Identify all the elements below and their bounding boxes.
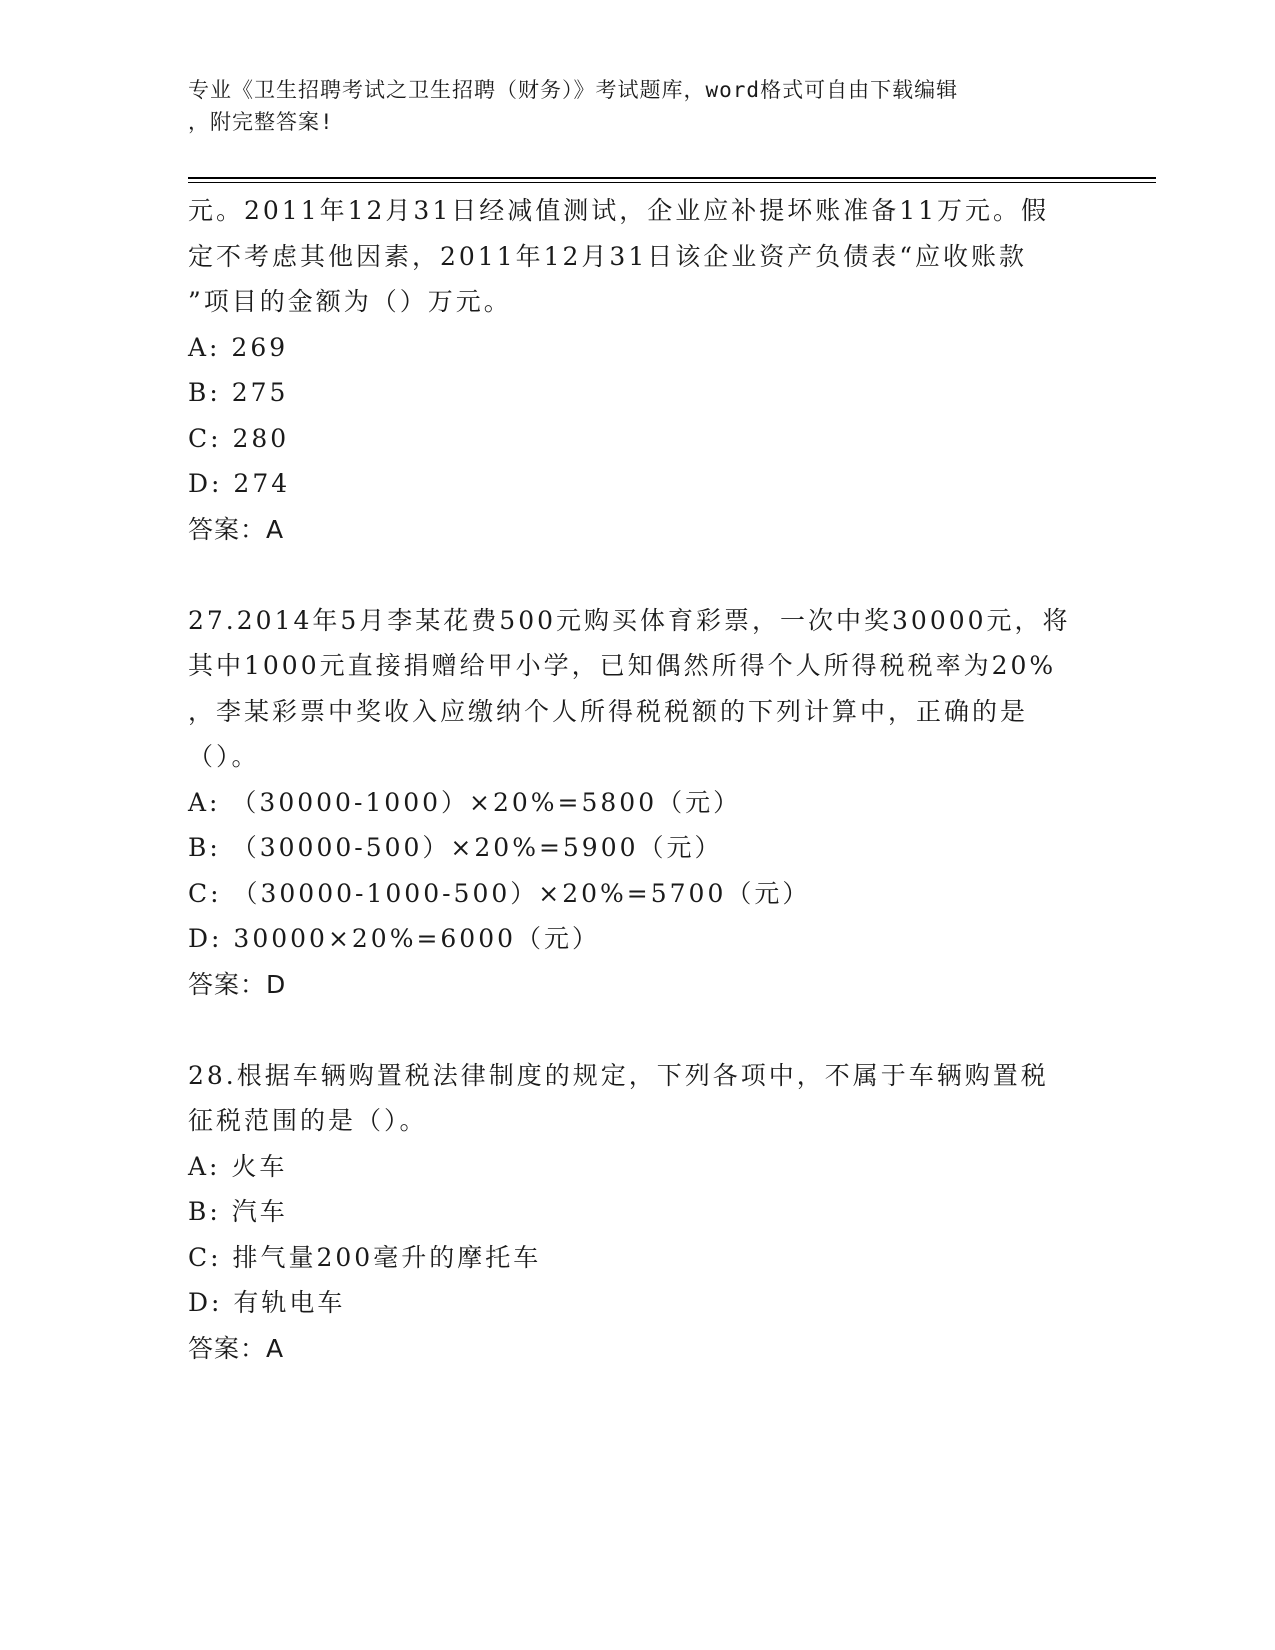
question-stem-line: 28.根据车辆购置税法律制度的规定，下列各项中，不属于车辆购置税 (188, 1060, 1049, 1090)
spacer (188, 1007, 1088, 1053)
page-header (188, 74, 1078, 138)
header-line-2: ，附完整答案! (188, 110, 334, 134)
option-c: C: （30000-1000-500）×20%=5700（元） (188, 878, 811, 908)
question-28 (188, 1053, 1088, 1372)
question-content (188, 188, 1088, 1371)
header-line-1: 专业《卫生招聘考试之卫生招聘（财务）》考试题库，word格式可自由下载编辑 (188, 78, 959, 102)
question-27 (188, 598, 1088, 1008)
answer-line: 答案：D (188, 969, 287, 999)
answer-line: 答案：A (188, 1333, 285, 1363)
option-d: D: 274 (188, 469, 291, 498)
option-b: B: 汽车 (188, 1197, 288, 1226)
header-rule-thin (188, 182, 1156, 183)
question-stem-line: 元。2011年12月31日经减值测试，企业应补提坏账准备11万元。假 (188, 196, 1050, 225)
option-a: A: 269 (188, 332, 289, 362)
option-a: A: 火车 (188, 1151, 288, 1181)
option-c: C: 排气量200毫升的摩托车 (188, 1242, 542, 1272)
option-d: D: 30000×20%=6000（元） (188, 924, 601, 953)
option-b: B: （30000-500）×20%=5900（元） (188, 833, 723, 862)
option-b: B: 275 (188, 378, 289, 407)
question-stem-line: （）。 (188, 742, 260, 771)
question-stem-line: 27.2014年5月李某花费500元购买体育彩票，一次中奖30000元，将 (188, 605, 1071, 635)
option-c: C: 280 (188, 423, 290, 453)
question-stem-line: 征税范围的是（）。 (188, 1106, 428, 1135)
question-stem-line: ”项目的金额为（）万元。 (188, 287, 512, 316)
question-stem-line: 定不考虑其他因素，2011年12月31日该企业资产负债表“应收账款 (188, 241, 1028, 271)
question-stem-line: ，李某彩票中奖收入应缴纳个人所得税税额的下列计算中，正确的是 (188, 696, 1029, 726)
header-rule-thick (188, 177, 1156, 179)
spacer (188, 552, 1088, 598)
question-26 (188, 188, 1088, 552)
option-a: A: （30000-1000）×20%=5800（元） (188, 787, 742, 817)
option-d: D: 有轨电车 (188, 1288, 346, 1317)
question-stem-line: 其中1000元直接捐赠给甲小学，已知偶然所得个人所得税税率为20% (188, 651, 1057, 680)
answer-line: 答案：A (188, 514, 285, 544)
